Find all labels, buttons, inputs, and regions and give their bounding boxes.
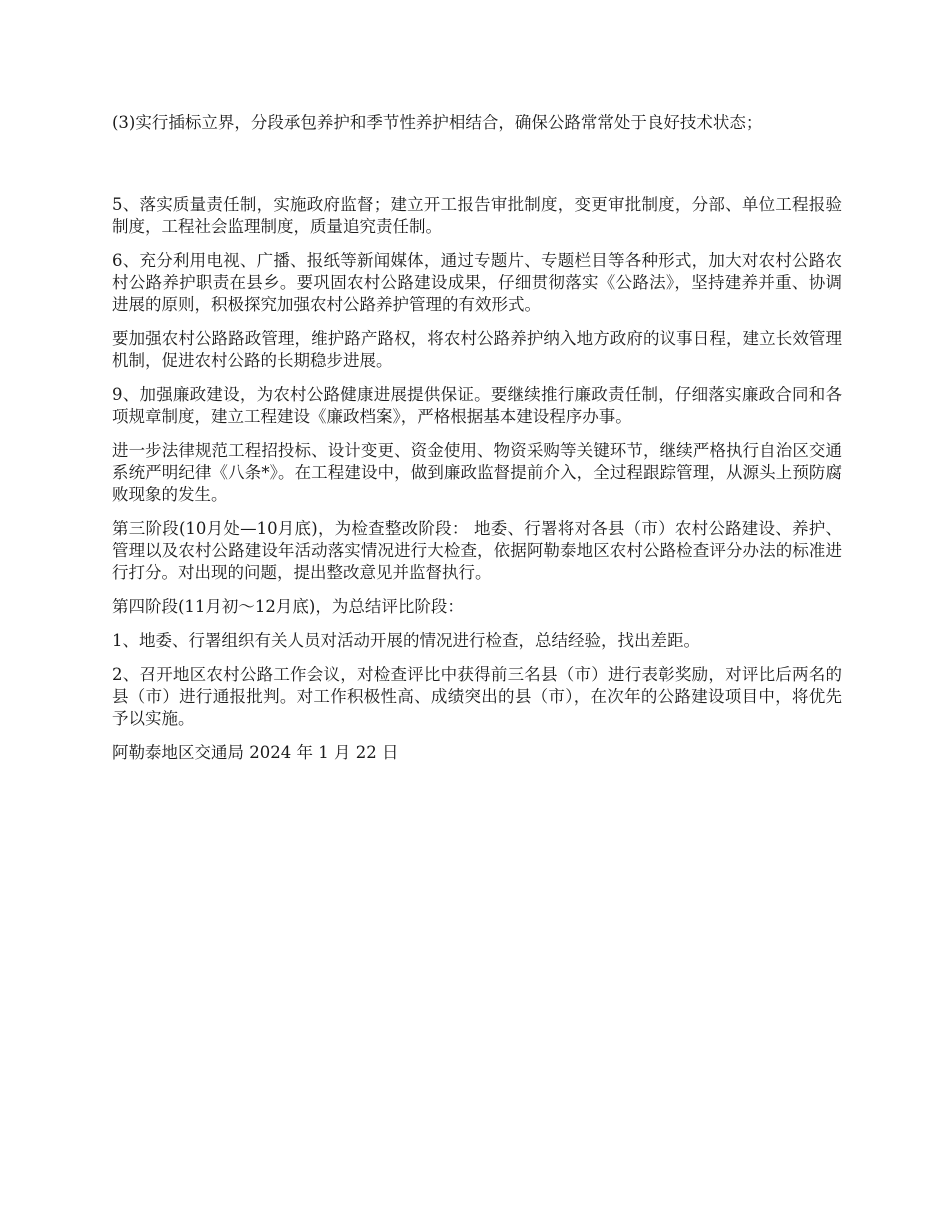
paragraph-item-9: 9、加强廉政建设，为农村公路健康进展提供保证。要继续推行廉政责任制，仔细落实廉政合同和各项规章制度，建立工程建设《廉政档案》，严格根据基本建设程序办事。	[112, 385, 842, 426]
paragraph-item-3: (3)实行插标立界，分段承包养护和季节性养护相结合，确保公路常常处于良好技术状态；	[112, 113, 763, 132]
paragraph-phase-four-item-2: 2、召开地区农村公路工作会议，对检查评比中获得前三名县（市）进行表彰奖励，对评比后两名的县（市）进行通报批判。对工作积极性高、成绩突出的县（市），在次年的公路建设项目中，将优先予以实施。	[112, 665, 842, 728]
paragraph-road-admin: 要加强农村公路路政管理，维护路产路权，将农村公路养护纳入地方政府的议事日程，建立长效管理机制，促进农村公路的长期稳步进展。	[112, 329, 842, 370]
paragraph-phase-four: 第四阶段(11月初～12月底)，为总结评比阶段：	[112, 597, 464, 616]
paragraph-item-6: 6、充分利用电视、广播、报纸等新闻媒体，通过专题片、专题栏目等各种形式，加大对农村公路农村公路养护职责在县乡。要巩固农村公路建设成果，仔细贯彻落实《公路法》，坚持建养并重、协调进展的原则，积极探究加强农村公路养护管理的有效形式。	[112, 251, 842, 314]
paragraph-phase-three: 第三阶段(10月处—10月底)，为检查整改阶段： 地委、行署将对各县（市）农村公路建设、养护、管理以及农村公路建设年活动落实情况进行大检查，依据阿勒泰地区农村公路检查评分办法的标准进行打分。对出现的问题，提出整改意见并监督执行。	[112, 519, 842, 582]
signature-date: 阿勒泰地区交通局 2024 年 1 月 22 日	[112, 743, 399, 762]
paragraph-item-5: 5、落实质量责任制，实施政府监督；建立开工报告审批制度，变更审批制度，分部、单位工程报验制度，工程社会监理制度，质量追究责任制。	[112, 195, 842, 236]
paragraph-regulation: 进一步法律规范工程招投标、设计变更、资金使用、物资采购等关键环节，继续严格执行自治区交通系统严明纪律《八条*》。在工程建设中，做到廉政监督提前介入，全过程跟踪管理，从源头上预防腐败现象的发生。	[112, 441, 842, 504]
paragraph-phase-four-item-1: 1、地委、行署组织有关人员对活动开展的情况进行检查，总结经验，找出差距。	[112, 631, 700, 650]
document-page	[112, 112, 842, 776]
